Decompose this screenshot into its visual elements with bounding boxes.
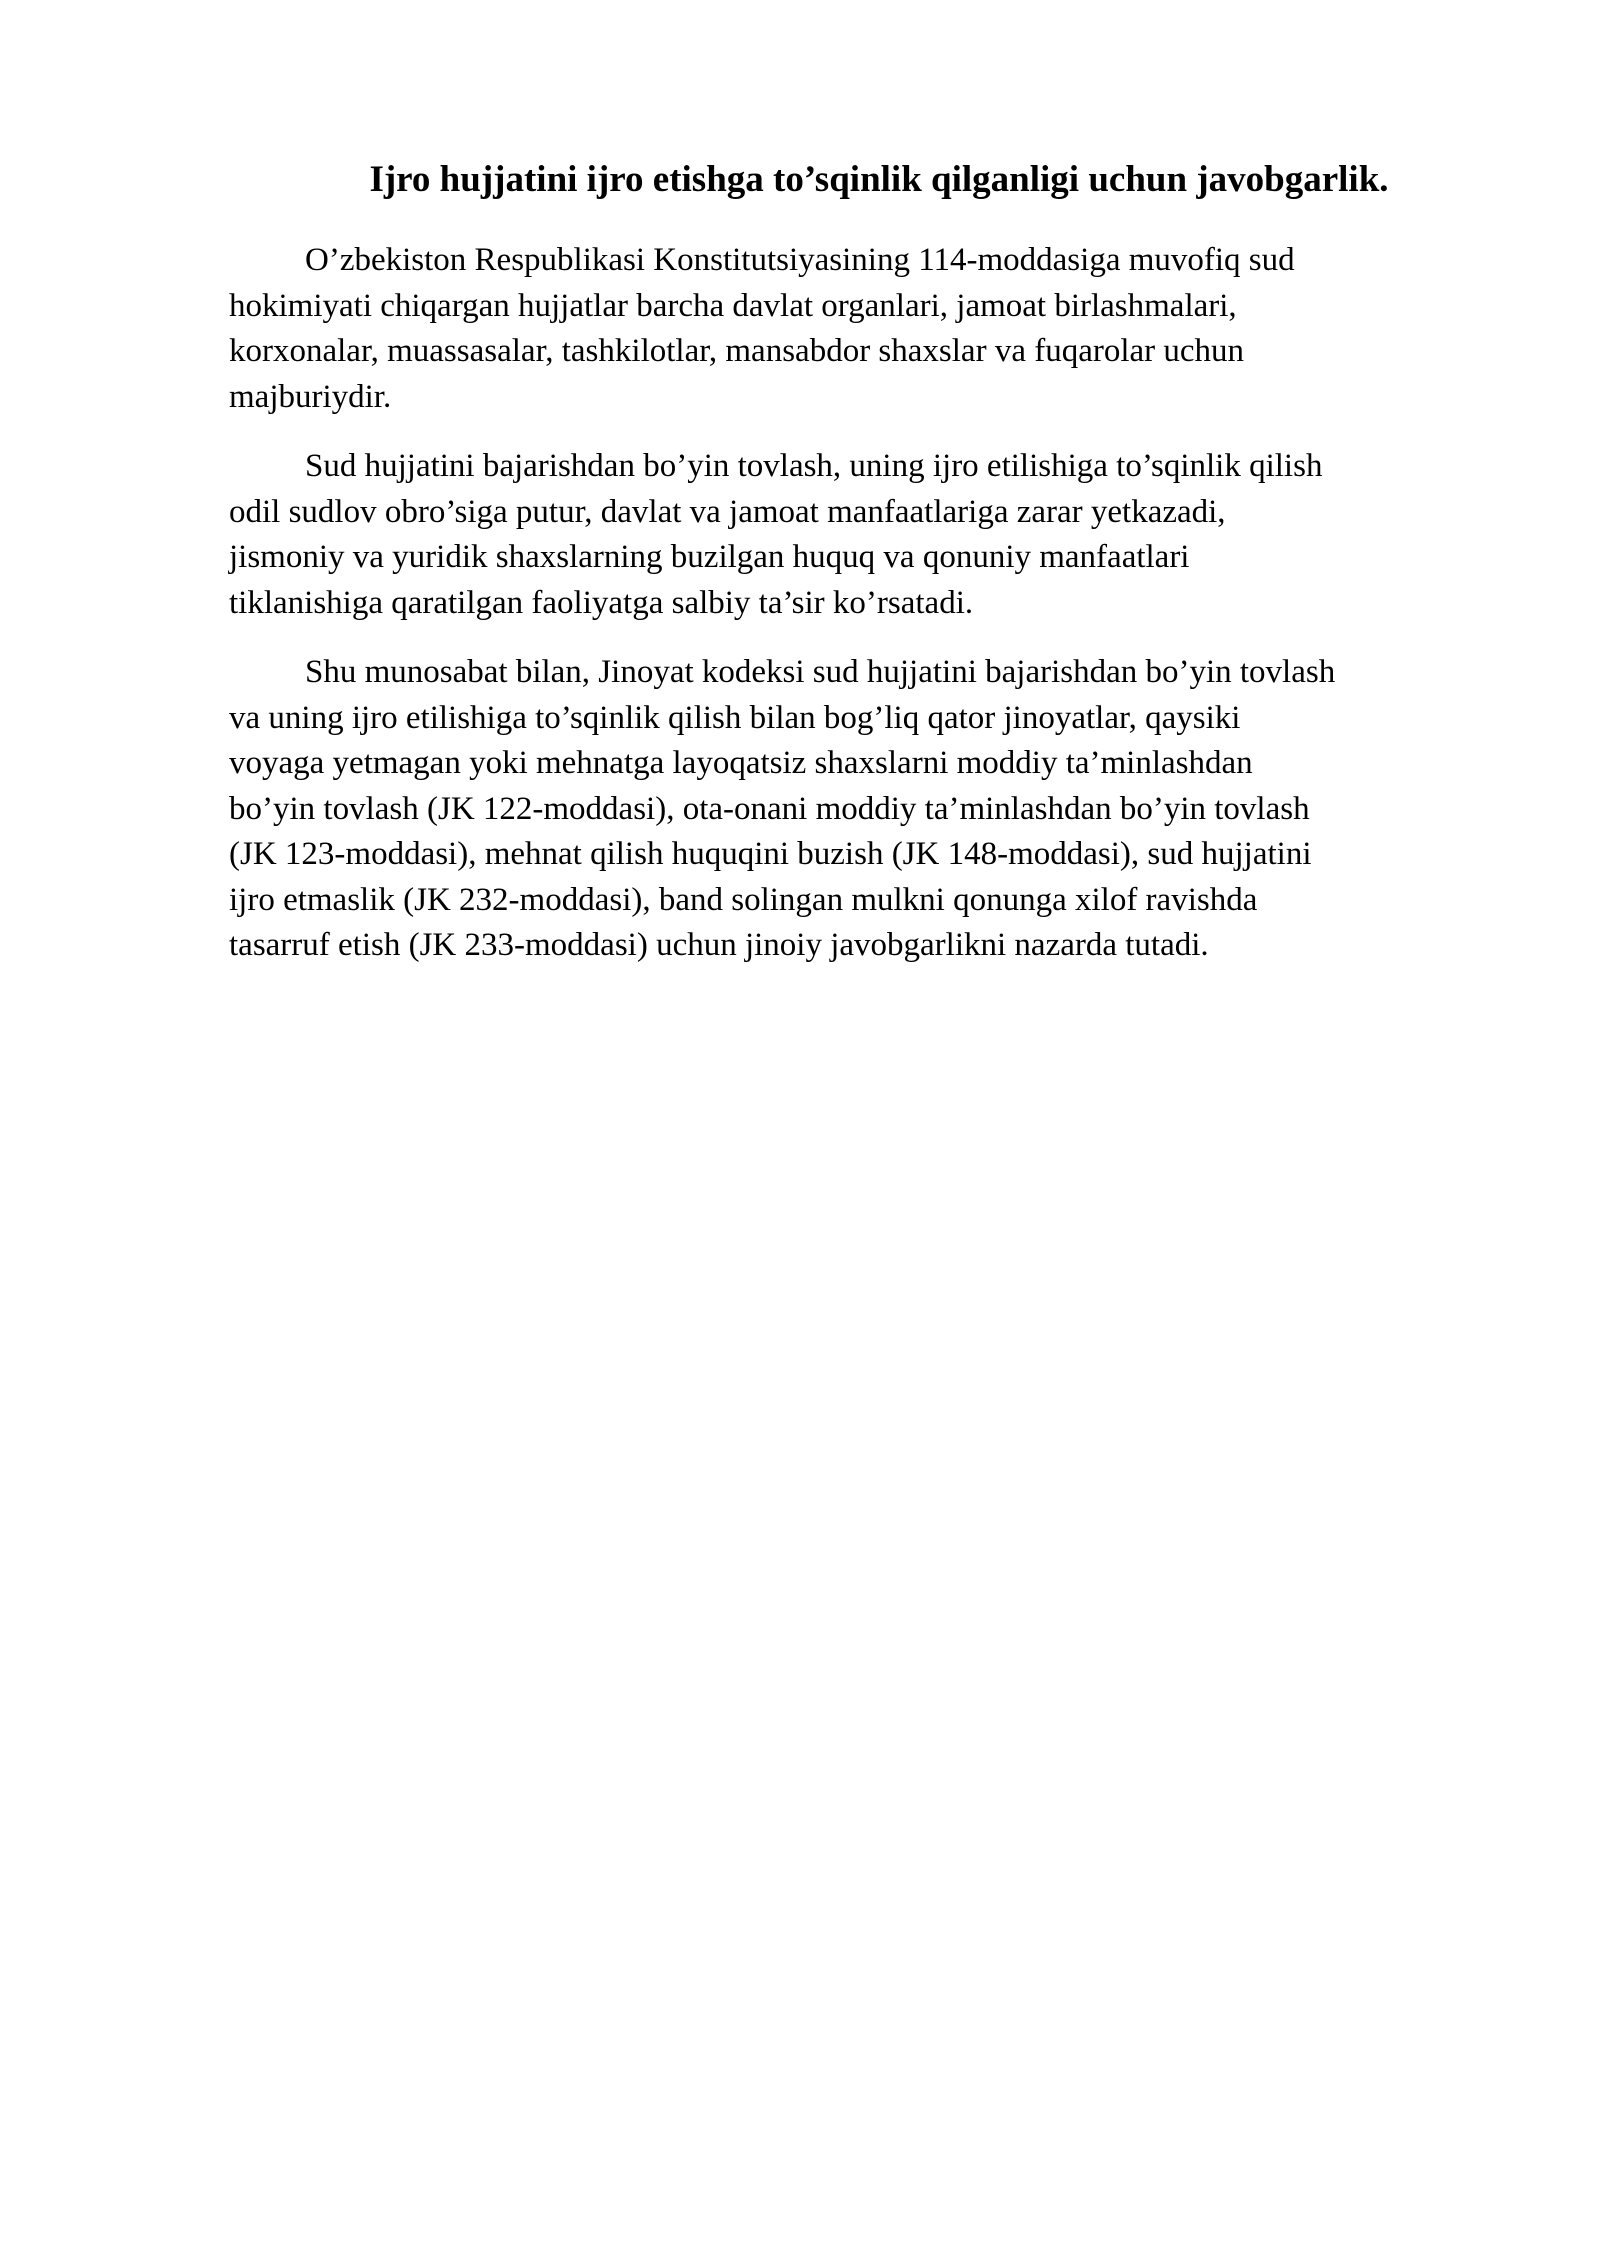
- paragraph-evasion: [229, 444, 1489, 626]
- paragraph-line: va uning ijro etilishiga to’sqinlik qilish bilan bog’liq qator jinoyatlar, qaysiki: [229, 699, 1241, 736]
- paragraph-line: odil sudlov obro’siga putur, davlat va jamoat manfaatlariga zarar yetkazadi,: [229, 493, 1226, 530]
- paragraph-line: Sud hujjatini bajarishdan bo’yin tovlash, uning ijro etilishiga to’sqinlik qilish: [305, 448, 1323, 484]
- paragraph-line: ijro etmaslik (JK 232-moddasi), band solingan mulkni qonunga xilof ravishda: [229, 881, 1258, 918]
- paragraph-line: hokimiyati chiqargan hujjatlar barcha davlat organlari, jamoat birlashmalari,: [229, 287, 1237, 324]
- paragraph-constitution: [229, 238, 1489, 420]
- paragraph-line: majburiydir.: [229, 378, 392, 415]
- paragraph-line: voyaga yetmagan yoki mehnatga layoqatsiz shaxslarni moddiy ta’minlashdan: [229, 745, 1253, 781]
- document-title: Ijro hujjatini ijro etishga to’sqinlik qilganligi uchun javobgarlik.: [369, 159, 1389, 200]
- paragraph-line: Shu munosabat bilan, Jinoyat kodeksi sud hujjatini bajarishdan bo’yin tovlash: [305, 654, 1336, 690]
- paragraph-line: tiklanishiga qaratilgan faoliyatga salbiy ta’sir ko’rsatadi.: [229, 584, 974, 621]
- paragraph-criminal-code: [229, 650, 1489, 969]
- paragraph-line: korxonalar, muassasalar, tashkilotlar, mansabdor shaxslar va fuqarolar uchun: [229, 333, 1245, 369]
- paragraph-line: jismoniy va yuridik shaxslarning buzilgan huquq va qonuniy manfaatlari: [229, 539, 1190, 575]
- paragraph-line: O’zbekiston Respublikasi Konstitutsiyasining 114-moddasiga muvofiq sud: [305, 242, 1295, 278]
- paragraph-line: tasarruf etish (JK 233-moddasi) uchun jinoiy javobgarlikni nazarda tutadi.: [229, 927, 1209, 963]
- paragraph-line: bo’yin tovlash (JK 122-moddasi), ota-onani moddiy ta’minlashdan bo’yin tovlash: [229, 790, 1310, 827]
- document-body: [229, 150, 1489, 993]
- paragraph-line: (JK 123-moddasi), mehnat qilish huquqini buzish (JK 148-moddasi), sud hujjatini: [229, 836, 1312, 872]
